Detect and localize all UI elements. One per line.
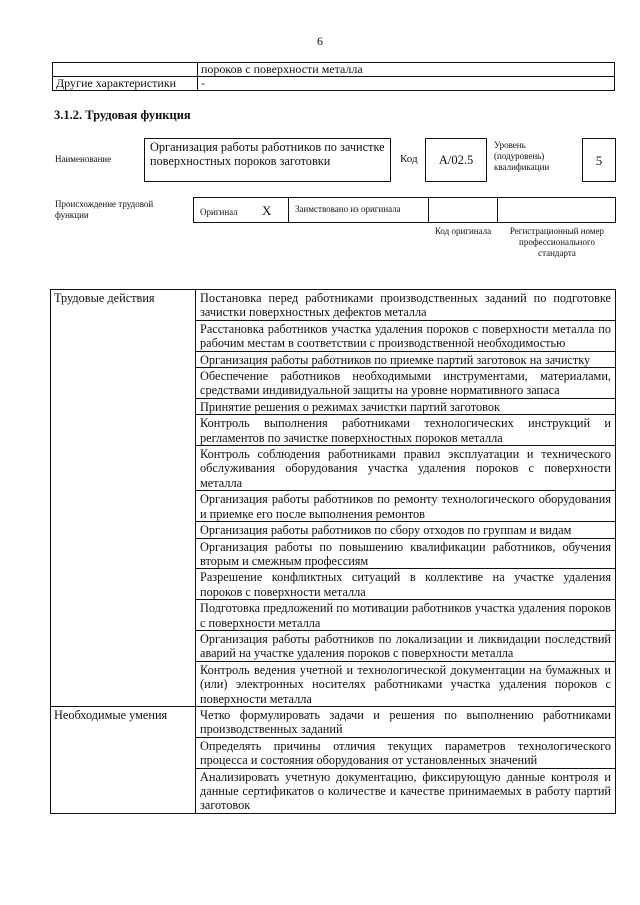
code-caption: Код оригинала [434,226,492,236]
action-item: Контроль соблюдения работниками правил эксплуатации и технического обслуживания оборудования участка удаления пороков с поверхности металла [196,446,616,491]
action-item: Контроль выполнения работниками технологических инструкций и регламентов по зачистке поверхностных пороков металла [196,415,616,446]
function-name: Организация работы работников по зачистке поверхностных пороков заготовки [144,138,391,182]
table-row [51,290,616,321]
section-title: 3.1.2. Трудовая функция [54,108,191,122]
name-label: Наименование [55,154,112,164]
continuation-text: пороков с поверхности металла [198,63,615,77]
skills-label: Необходимые умения [51,706,196,813]
action-item: Подготовка предложений по мотивации работников участка удаления пороков с поверхности металла [196,600,616,631]
action-item: Обеспечение работников необходимыми инструментами, материалами, средствами индивидуальной защиты на уровне нормативного запаса [196,368,616,399]
main-table [50,289,616,814]
other-characteristics-label: Другие характеристики [53,77,198,91]
action-item: Расстановка работников участка удаления пороков с поверхности металла по рабочим местам в соответствии с производственной необходимостью [196,320,616,351]
action-item: Организация работы по повышению квалификации работников, обучения вторым и смежным профессиям [196,538,616,569]
action-item: Принятие решения о режимах зачистки партий заготовок [196,398,616,414]
other-characteristics-value: - [198,77,615,91]
table-row [51,706,616,737]
skill-item: Четко формулировать задачи и решения по выполнению работниками производственных заданий [196,706,616,737]
original-mark: X [262,203,272,218]
level-label: Уровень (подуровень) квалификации [494,140,550,172]
original-cell [193,197,289,223]
action-item: Организация работы работников по локализации и ликвидации последствий аварий на участке удаления пороков с поверхности металла [196,630,616,661]
skill-item: Определять причины отличия текущих параметров технологического процесса и состояния оборудования от установленных значений [196,737,616,768]
qualification-level: 5 [582,138,616,182]
action-item: Разрешение конфликтных ситуаций в коллективе на участке удаления пороков с поверхности металла [196,569,616,600]
borrowed-cell [288,197,429,223]
reg-caption: Регистрационный номер профессионального стандарта [509,226,605,258]
action-item: Организация работы работников по приемке партий заготовок на зачистку [196,351,616,367]
action-item: Постановка перед работниками производственных заданий по подготовке зачистки поверхностных дефектов металла [196,290,616,321]
action-item: Контроль ведения учетной и технологической документации на бумажных и (или) электронных носителях работниками участка удаления пороков с поверхности металла [196,661,616,706]
action-item: Организация работы работников по сбору отходов по группам и видам [196,522,616,538]
skill-item: Анализировать учетную документацию, фиксирующую данные контроля и данные сертификатов о количестве и качестве принимаемых в работу партий заготовок [196,768,616,813]
page-number: 6 [317,34,323,48]
original-code-cell [428,197,498,223]
action-item: Организация работы работников по ремонту технологического оборудования и приемке его после выполнения ремонтов [196,491,616,522]
actions-label: Трудовые действия [51,290,196,707]
original-label: Оригинал [200,207,238,217]
function-code: A/02.5 [425,138,487,182]
origin-label: Происхождение трудовой функции [55,199,154,220]
reg-number-cell [497,197,616,223]
continuation-table [52,62,615,91]
borrowed-label: Заимствовано из оригинала [295,204,401,214]
code-label: Код [400,153,418,165]
